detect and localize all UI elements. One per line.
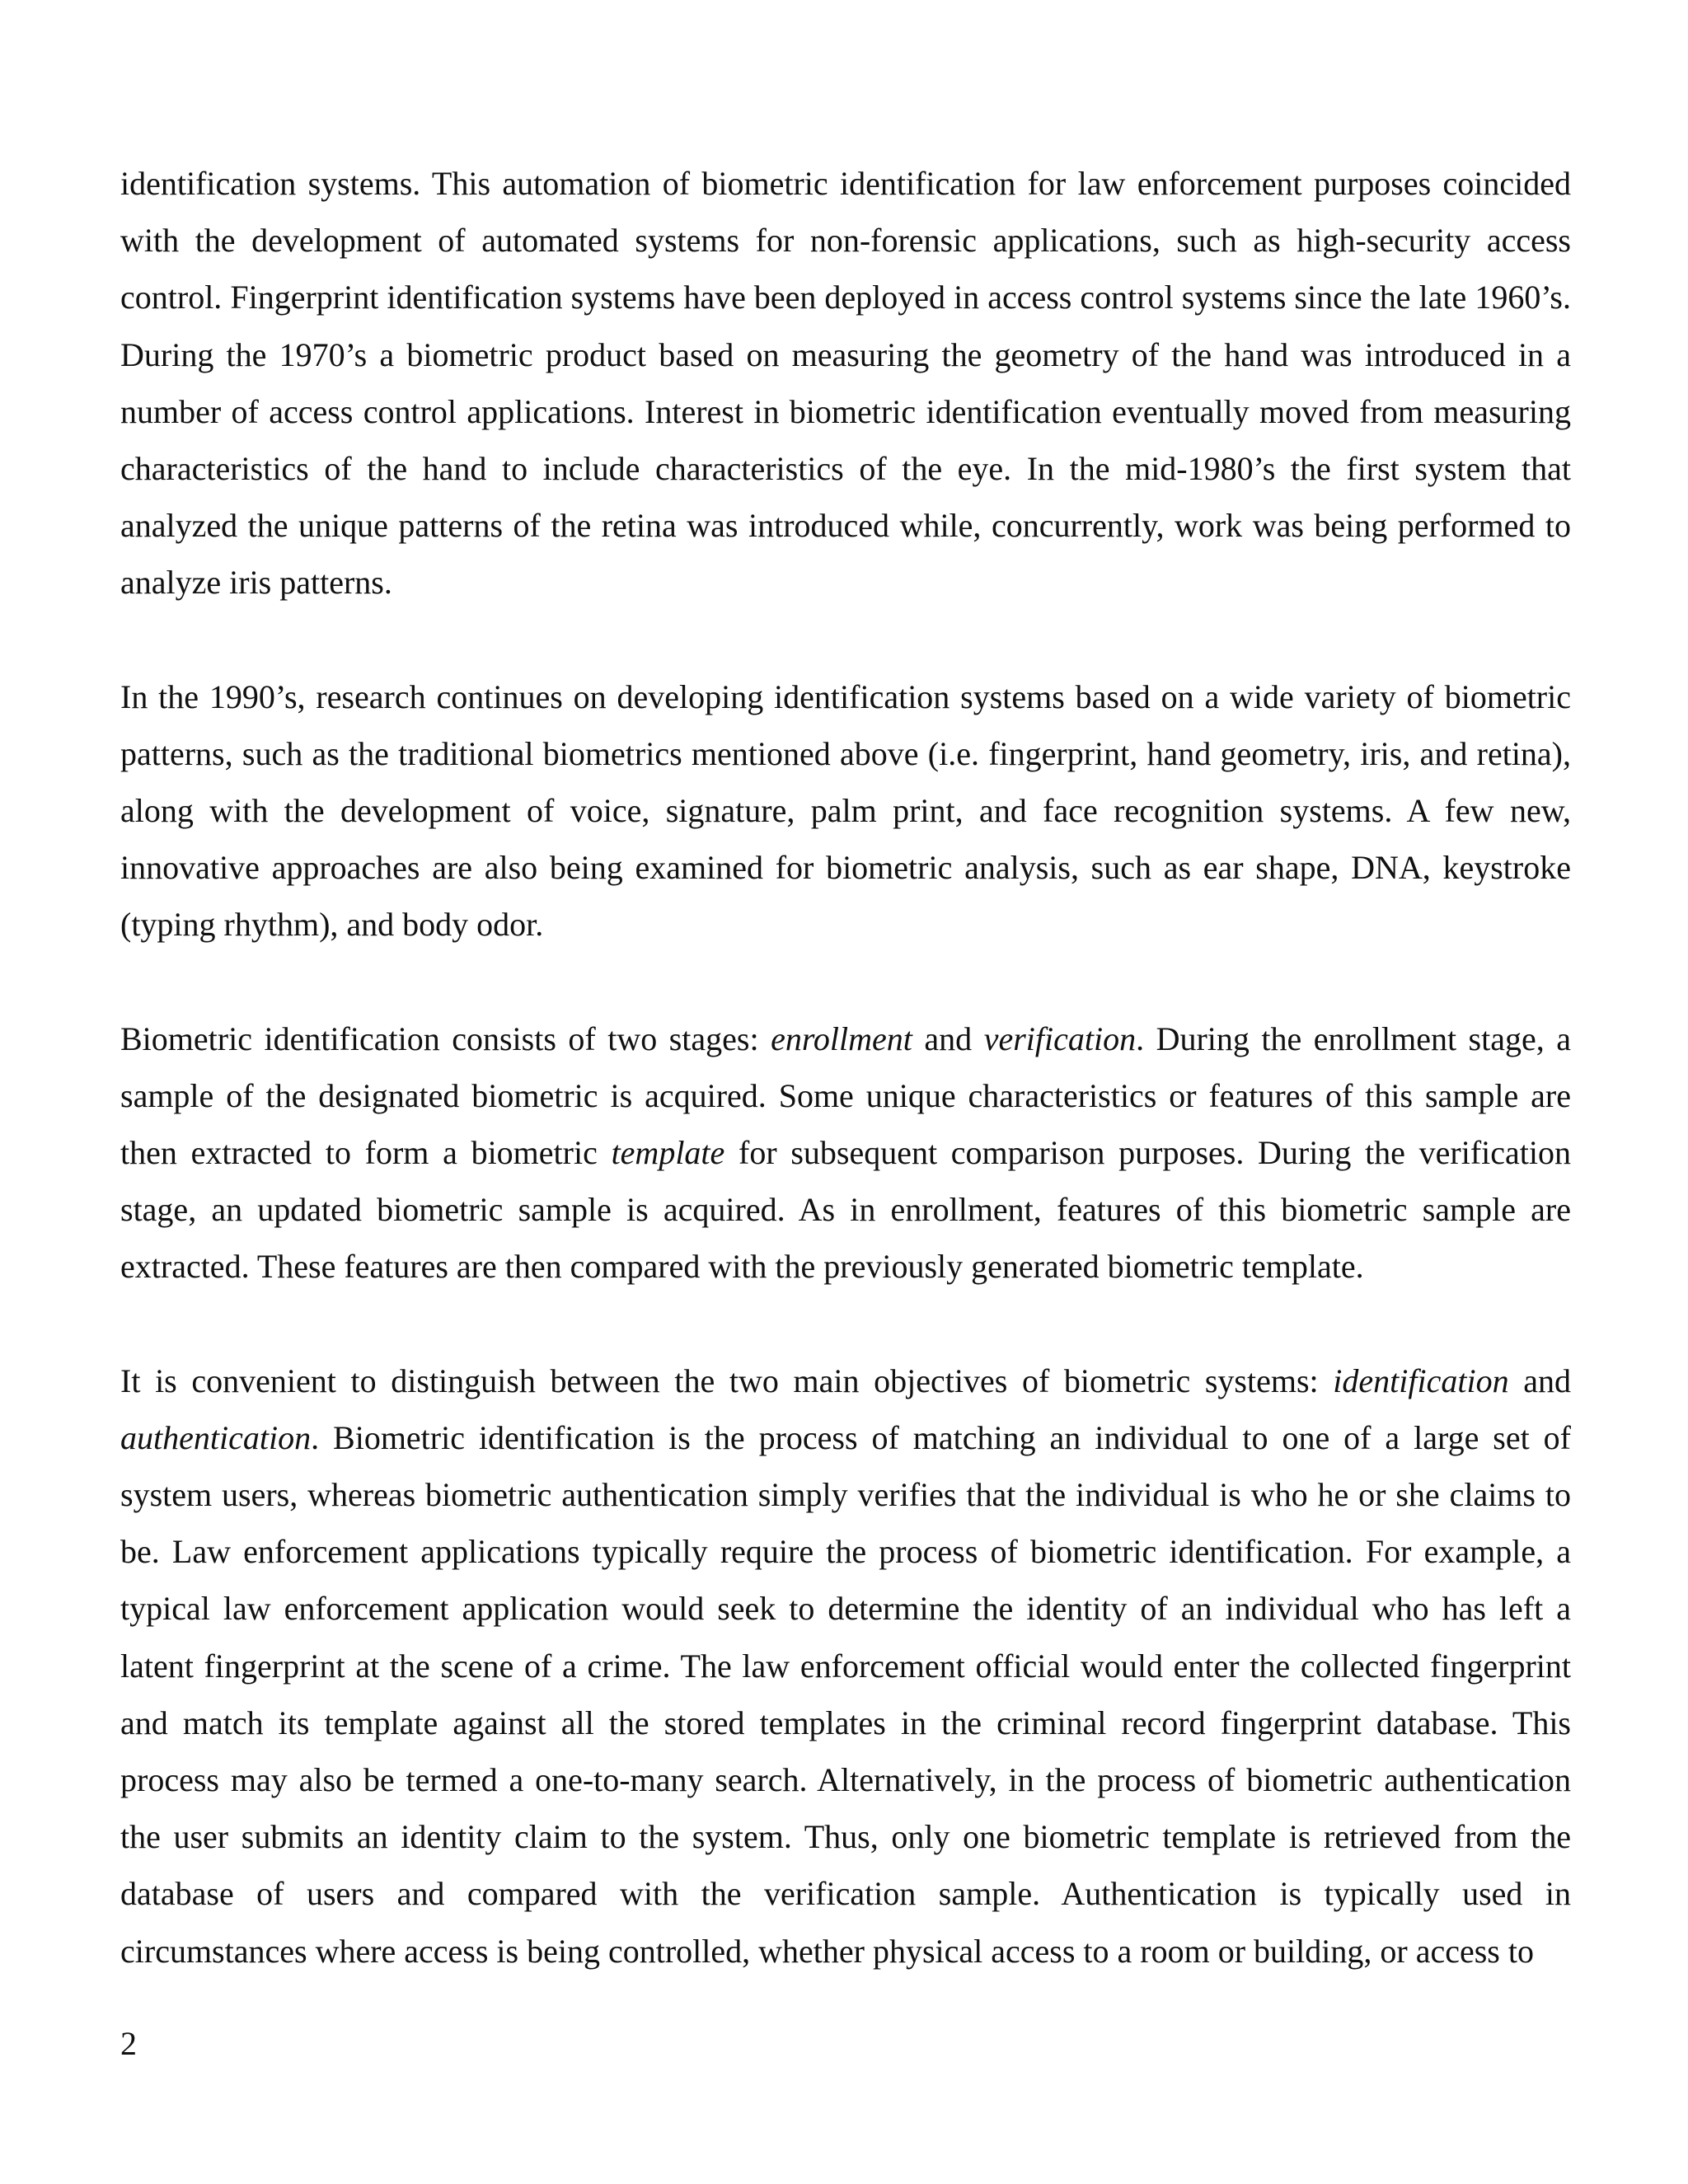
italic-term-verification: verification xyxy=(983,1019,1137,1057)
paragraph-text: and xyxy=(1508,1361,1571,1399)
paragraph-text: It is convenient to distinguish between the two main objectives of biometric systems: xyxy=(120,1361,1334,1399)
paragraph-text: and xyxy=(912,1019,984,1057)
italic-term-enrollment: enrollment xyxy=(771,1019,912,1057)
italic-term-identification: identification xyxy=(1333,1361,1509,1399)
paragraph-text: . During the enrollment stage, a sample of the designated biometric is acquired. Some unique characteristics or features of this sample are then extracted to form a biometric xyxy=(120,1019,1571,1172)
paragraph-text: . Biometric identification is the process of matching an individual to one of a large set of system users, whereas biometric authentication simply verifies that the individual is who he or she claims to be. Law enforcement applications typically require the process of biometric identification. For example, a typical law enforcement application would seek to determine the identity of an individual who has left a latent fingerprint at the scene of a crime. The law enforcement official would enter the collected fingerprint and match its template against all the stored templates in the criminal record fingerprint database. This process may also be termed a one-to-many search. Alternatively, in the process of biometric authentication the user submits an identity claim to the system. Thus, only one biometric template is retrieved from the database of users and compared with the verification sample. Authentication is typically used in circumstances where access is being controlled, whether physical access to a room or building, or access to xyxy=(120,1418,1571,1970)
page-number: 2 xyxy=(120,2025,137,2062)
italic-term-template: template xyxy=(611,1134,725,1172)
italic-term-authentication: authentication xyxy=(120,1418,312,1456)
document-body xyxy=(120,155,1571,2036)
paragraph-text: for subsequent comparison purposes. During the verification stage, an updated biometric sample is acquired. As in enrollment, features of this biometric sample are extracted. These features are then compared with the previously generated biometric template. xyxy=(120,1134,1571,1286)
paragraph-text: Biometric identification consists of two stages: xyxy=(120,1019,771,1057)
paragraph-identification-authentication xyxy=(120,1352,1571,1980)
paragraph-history-automation xyxy=(120,155,1571,612)
paragraph-1990s-research xyxy=(120,668,1571,954)
paragraph-text: In the 1990’s, research continues on developing identification systems based on a wide variety of biometric patterns, such as the traditional biometrics mentioned above (i.e. fingerprint, hand geometry, iris, and retina), along with the development of voice, signature, palm print, and face recognition systems. A few new, innovative approaches are also being examined for biometric analysis, such as ear shape, DNA, keystroke (typing rhythm), and body odor. xyxy=(120,677,1571,944)
paragraph-text: identification systems. This automation of biometric identification for law enforcement purposes coincided with the development of automated systems for non-forensic applications, such as high-security access control. Fingerprint identification systems have been deployed in access control systems since the late 1960’s. During the 1970’s a biometric product based on measuring the geometry of the hand was introduced in a number of access control applications. Interest in biometric identification eventually moved from measuring characteristics of the hand to include characteristics of the eye. In the mid-1980’s the first system that analyzed the unique patterns of the retina was introduced while, concurrently, work was being performed to analyze iris patterns. xyxy=(120,165,1571,602)
paragraph-enrollment-verification xyxy=(120,1010,1571,1296)
